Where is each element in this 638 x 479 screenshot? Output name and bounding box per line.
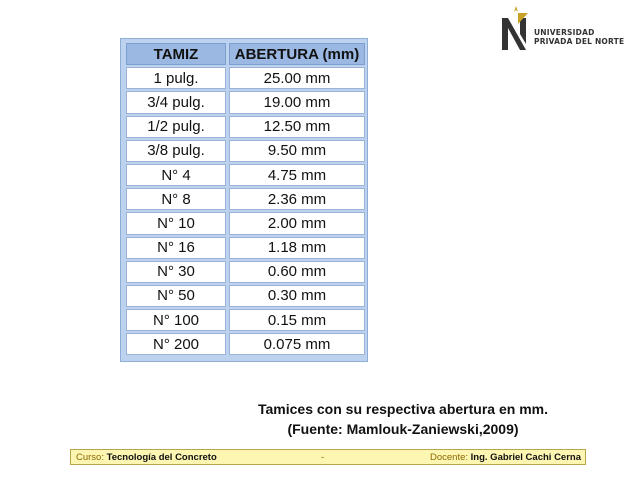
footer-bar xyxy=(70,449,586,465)
footer-course xyxy=(76,452,217,463)
sieve-opening-cell: 25.00 mm xyxy=(229,67,365,89)
sieve-name-cell: 1/2 pulg. xyxy=(126,116,226,138)
sieve-name-cell: N° 16 xyxy=(126,237,226,259)
header-tamiz: TAMIZ xyxy=(126,43,226,65)
university-name xyxy=(534,28,624,46)
sieve-name-cell: 1 pulg. xyxy=(126,67,226,89)
sieve-opening-cell: 0.15 mm xyxy=(229,309,365,331)
course-value: Tecnología del Concreto xyxy=(106,451,217,463)
footer-separator: - xyxy=(321,451,325,463)
caption-line-1: Tamices con su respectiva abertura en mm. xyxy=(258,401,548,417)
teacher-value: Ing. Gabriel Cachi Cerna xyxy=(470,451,581,463)
sieve-opening-cell: 19.00 mm xyxy=(229,91,365,113)
footer-teacher xyxy=(430,452,581,463)
sieve-opening-cell: 4.75 mm xyxy=(229,164,365,186)
upn-logo-icon xyxy=(498,4,534,56)
logo-line-2: PRIVADA DEL NORTE xyxy=(534,37,625,46)
teacher-label: Docente: xyxy=(429,451,469,463)
sieve-table xyxy=(120,38,368,362)
logo-line-1: UNIVERSIDAD xyxy=(534,28,595,37)
header-abertura: ABERTURA (mm) xyxy=(229,43,365,65)
sieve-opening-cell: 1.18 mm xyxy=(229,237,365,259)
sieve-opening-cell: 0.60 mm xyxy=(229,261,365,283)
sieve-name-cell: N° 200 xyxy=(126,333,226,355)
sieve-opening-cell: 2.36 mm xyxy=(229,188,365,210)
table-caption xyxy=(220,399,586,439)
university-logo xyxy=(498,4,628,56)
sieve-name-cell: N° 10 xyxy=(126,212,226,234)
sieve-name-cell: N° 100 xyxy=(126,309,226,331)
sieve-name-cell: N° 50 xyxy=(126,285,226,307)
sieve-opening-cell: 12.50 mm xyxy=(229,116,365,138)
sieve-name-cell: 3/8 pulg. xyxy=(126,140,226,162)
sieve-table-grid xyxy=(126,42,365,356)
sieve-name-cell: N° 30 xyxy=(126,261,226,283)
sieve-opening-cell: 0.075 mm xyxy=(229,333,365,355)
sieve-opening-cell: 0.30 mm xyxy=(229,285,365,307)
sieve-opening-cell: 2.00 mm xyxy=(229,212,365,234)
sieve-opening-cell: 9.50 mm xyxy=(229,140,365,162)
sieve-name-cell: N° 8 xyxy=(126,188,226,210)
sieve-name-cell: N° 4 xyxy=(126,164,226,186)
sieve-name-cell: 3/4 pulg. xyxy=(126,91,226,113)
course-label: Curso: xyxy=(76,451,104,463)
caption-line-2: (Fuente: Mamlouk-Zaniewski,2009) xyxy=(287,421,519,437)
